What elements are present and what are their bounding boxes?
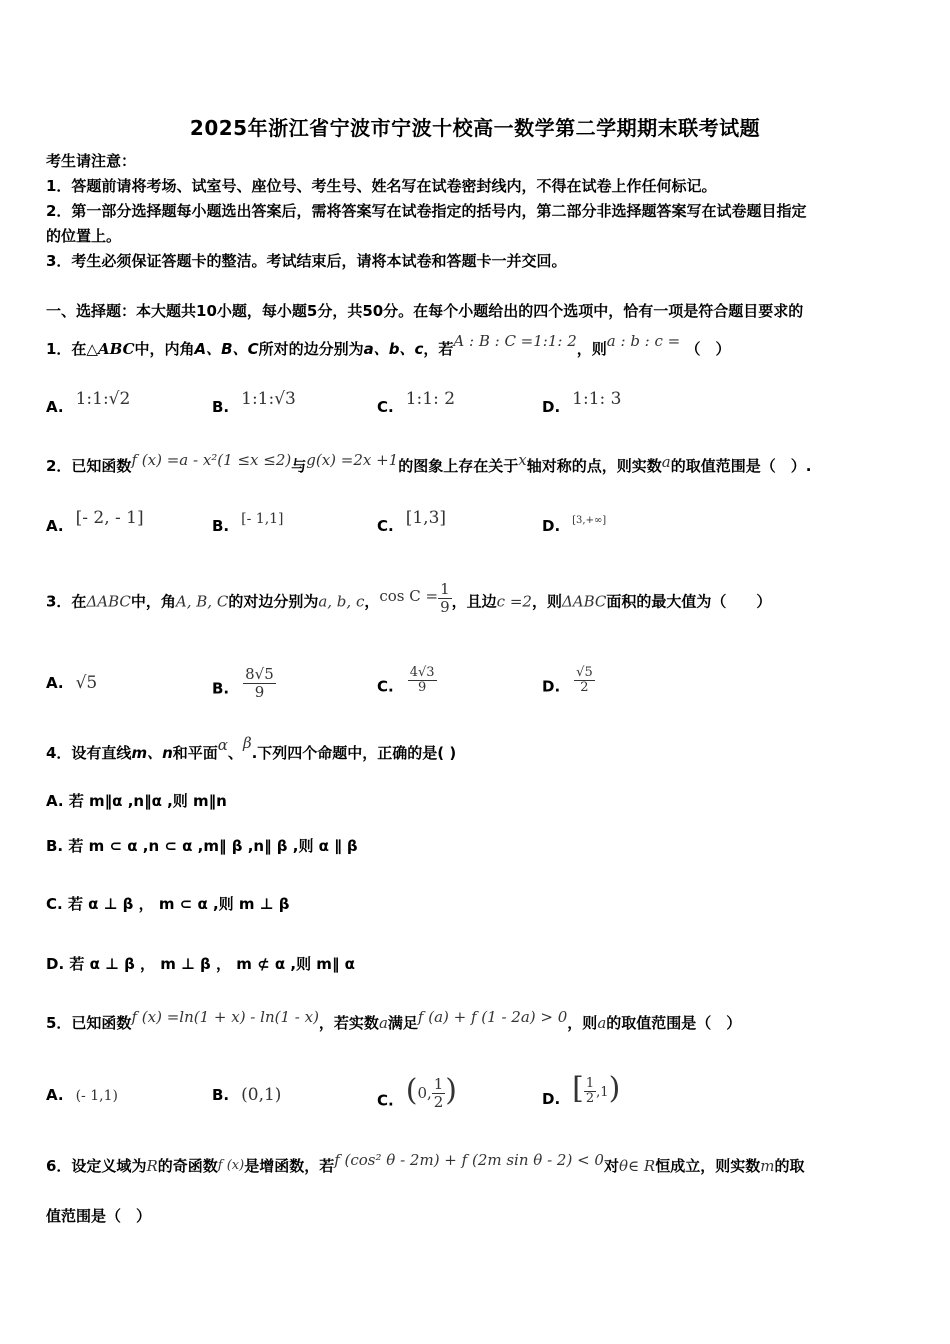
option-fraction [574,666,595,696]
option-letter: B. [46,837,64,855]
q4-option-d[interactable] [46,953,355,975]
option-letter: A. [46,1086,64,1104]
option-value: 1:1:√3 [241,389,296,409]
paren-close: ) [608,1071,621,1106]
page-title: 2025年浙江省宁波市宁波十校高一数学第二学期期末联考试题 [189,116,761,140]
option-value: 若 α ⊥ β ， m ⊂ α ,则 m ⊥ β [67,895,290,913]
q2-f-formula: f (x) =a - x²(1 ≤x ≤2) [131,451,292,469]
q6-text: 的奇函数 [157,1157,218,1175]
q2-option-d[interactable] [542,515,606,540]
option-value: [1,3] [405,508,447,528]
q1-sides: a、b、c [363,340,424,358]
notice-item-3: 3．考生必须保证答题卡的整洁。考试结束后，请将本试卷和答题卡一并交回。 [46,252,567,270]
q6-text: 6．设定义域为 [46,1157,147,1175]
q3-triangle: ΔABC [561,592,607,611]
q1-ratio-formula: A : B : C =1:1: 2 [453,332,577,350]
option-value: 1:1: 3 [572,389,622,409]
option-fraction [584,1077,596,1107]
q4-lines: m、n [131,744,173,762]
q6-var-m: m [760,1157,775,1175]
option-letter: D. [542,1090,561,1108]
notice-heading: 考生请注意： [46,152,137,170]
option-value: [- 2, - 1] [75,508,144,528]
fraction-numerator: 8√5 [245,665,274,683]
q5-f-formula: f (x) =ln(1 + x) - ln(1 - x) [131,1008,319,1026]
q6-theta: θ∈ R [618,1157,656,1175]
q4-alpha: α [217,736,228,754]
fraction-numerator: √5 [576,665,593,680]
fraction-numerator: 1 [440,580,450,598]
q1-option-b[interactable] [212,389,296,418]
q4-text: .下列四个命题中，正确的是( ) [251,744,457,762]
option-letter: C. [377,517,394,535]
q5-text: 的取值范围是（ ） [606,1014,742,1032]
option-letter: B. [212,679,230,698]
q5-text: ，则 [567,1014,598,1032]
q1-text: ，则 [576,340,607,358]
q3-text: 3．在 [46,592,87,611]
q3-text: ， [364,592,380,611]
question-5 [46,1008,742,1034]
fraction-denominator: 2 [433,1092,444,1111]
q1-option-a[interactable] [46,389,131,418]
q3-text: 中，角 [130,592,176,611]
q2-option-b[interactable] [212,511,284,538]
q1-text: ，若 [423,340,454,358]
fraction-denominator: 9 [440,597,450,616]
q1-angles: A、B、C [194,340,259,358]
q2-text: 的图象上存在关于 [398,457,519,475]
q4-beta: β [242,734,252,752]
q2-g-formula: g(x) =2x +1 [306,451,399,469]
q5-option-c[interactable] [377,1072,458,1118]
q5-option-a[interactable] [46,1084,118,1107]
q2-option-a[interactable] [46,508,144,537]
option-fraction [408,666,437,696]
fraction-numerator: 4√3 [409,665,435,680]
q6-set-r: R [146,1157,158,1175]
option-fraction [432,1076,446,1110]
q1-text: 中，内角 [134,340,195,358]
q6-text: 是增函数，若 [244,1157,335,1175]
option-value: √5 [75,673,98,693]
fraction-denominator: 9 [417,680,427,696]
q4-text: 、 [227,744,243,762]
option-letter: C. [46,895,63,913]
bracket-open: [ [572,1071,584,1106]
q6-continuation: 值范围是（ ） [46,1207,152,1225]
q1-ask-formula: a : b : c = [606,332,681,350]
q1-text: 所对的边分别为 [258,340,364,358]
q5-condition: f (a) + f (1 - 2a) > 0 [417,1008,568,1026]
q4-text: 4．设有直线 [46,744,132,762]
option-fraction [243,666,276,700]
fraction-denominator: 2 [585,1091,595,1106]
fraction-numerator: 1 [585,1075,595,1091]
option-value: 1:1:√2 [75,389,131,409]
q5-option-b[interactable] [212,1084,281,1106]
q5-text: 5．已知函数 [46,1014,132,1032]
q3-option-a[interactable] [46,672,97,694]
option-letter: C. [377,398,394,416]
q2-text: 的取值范围是（ ）. [670,457,812,475]
q3-text: 的对边分别为 [228,592,319,611]
q4-option-a[interactable] [46,790,227,812]
q5-option-d[interactable] [542,1071,621,1114]
option-letter: D. [46,955,65,973]
question-4 [46,734,457,764]
paren-open: ( [405,1072,418,1108]
q5-var-a: a [378,1014,388,1032]
q3-option-c[interactable] [377,665,437,702]
q4-option-c[interactable] [46,893,289,915]
q3-text: 面积的最大值为（ ） [606,592,772,611]
q1-option-d[interactable] [542,389,622,418]
option-letter: D. [542,677,561,696]
notice-item-2b: 的位置上。 [46,227,122,245]
q3-option-b[interactable] [212,665,276,706]
q2-text: 与 [291,457,307,475]
question-2 [46,451,812,477]
q3-text: ，且边 [451,592,497,611]
paren-close: ) [445,1072,458,1108]
option-letter: D. [542,517,561,535]
q1-abc: ABC [97,340,135,358]
option-value: [3,+∞] [572,515,607,526]
option-letter: B. [212,517,230,535]
q6-fx: f (x) [217,1158,245,1173]
q2-text: 轴对称的点，则实数 [526,457,662,475]
option-letter: B. [212,1086,230,1104]
q2-var-a: a [661,453,671,471]
notice-item-1: 1．答题前请将考场、试室号、座位号、考生号、姓名写在试卷密封线内，不得在试卷上作任何标记。 [46,177,717,195]
fraction-denominator: 2 [580,680,589,696]
option-value: 若 m ⊂ α ,n ⊂ α ,m‖ β ,n‖ β ,则 α ∥ β [68,837,358,855]
fraction-denominator: 9 [254,682,265,701]
q6-text: 恒成立，则实数 [655,1157,761,1175]
option-value: 0, [417,1083,432,1102]
q6-text: 对 [603,1157,619,1175]
question-1 [46,332,731,360]
q3-side-c: c =2 [496,592,532,611]
option-letter: A. [46,792,64,810]
option-letter: A. [46,398,64,416]
q4-option-b[interactable] [46,835,358,857]
option-value: ,1 [596,1085,609,1100]
option-value: (- 1,1) [75,1088,118,1104]
q3-cos-formula: cos C = [379,586,439,605]
notice-item-2a: 2．第一部分选择题每小题选出答案后，需将答案写在试卷指定的括号内，第二部分非选择题答案写在试卷题目指定 [46,202,807,220]
q5-var-a: a [597,1014,607,1032]
q4-text: 和平面 [172,744,218,762]
q3-sides: a, b, c [318,592,365,611]
option-value: (0,1) [241,1085,282,1105]
option-value: 若 m‖α ,n‖α ,则 m‖n [68,792,227,810]
option-letter: A. [46,517,64,535]
option-value: [- 1,1] [241,511,284,527]
question-6 [46,1151,805,1179]
q3-option-d[interactable] [542,665,595,702]
q6-condition: f (cos² θ - 2m) + f (2m sin θ - 2) < 0 [334,1151,604,1169]
option-value: 若 α ⊥ β ， m ⊥ β ， m ⊄ α ,则 m‖ α [69,955,355,973]
option-value: 1:1: 2 [405,389,456,409]
option-letter: A. [46,674,64,692]
q5-text: ，若实数 [318,1014,379,1032]
q3-text: ，则 [531,592,562,611]
option-letter: B. [212,398,230,416]
question-3 [46,580,772,619]
q2-text: 2．已知函数 [46,457,132,475]
q6-text: 的取 [774,1157,805,1175]
q1-text: 1．在△ [46,340,98,358]
q3-cos-fraction [438,581,452,615]
q1-bracket: （ ） [685,340,731,358]
section-heading: 一、选择题：本大题共10小题，每小题5分，共50分。在每个小题给出的四个选项中，恰有一项是符合题目要求的 [46,302,804,320]
q1-option-c[interactable] [377,389,456,418]
q5-text: 满足 [387,1014,418,1032]
q3-angles: A, B, C [175,592,229,611]
option-letter: D. [542,398,561,416]
q3-triangle: ΔABC [86,592,131,611]
option-letter: C. [377,677,394,696]
q2-option-c[interactable] [377,508,447,537]
q2-var-x: x [518,451,527,469]
option-letter: C. [377,1091,394,1110]
fraction-numerator: 1 [433,1075,444,1093]
